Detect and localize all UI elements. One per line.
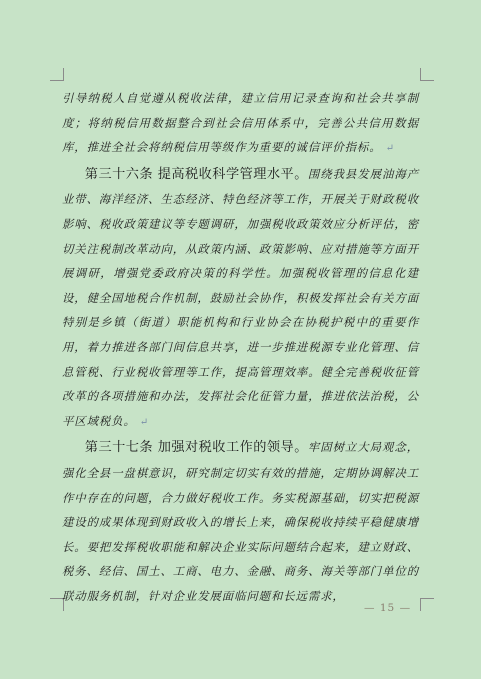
crop-mark-top-left [50,80,64,81]
article-heading: 第三十六条 提高税收科学管理水平。 [84,166,308,182]
return-mark: ↵ [139,416,150,428]
crop-mark-top-right [420,80,434,81]
paragraph-text: 牢固树立大局观念，强化全县一盘棋意识，研究制定切实有效的措施，定期协调解决工作中存在的问题，合力做好税收工作。务实税源基础，切实把税源建设的成果体现到财政收入的增长上来，确保税收持续平稳健康增长。要把发挥税收职能和解决企业实际问题结合起来，建立财政、税务、经信、国土、工商、电力、金融、商务、海关等部门单位的联动服务机制，针对企业发展面临问题和长远需求， [62,440,419,603]
crop-mark-top-right-v [420,68,421,81]
document-body [62,86,419,608]
paragraph-text: 围绕我县发展油海产业带、海洋经济、生态经济、特色经济等工作，开展关于财政税收影响、税收政策建议等专题调研，加强税收政策效应分析评估，密切关注税制改革动向，从政策内涵、政策影响、应对措施等方面开展调研，增强党委政府决策的科学性。加强税收管理的信息化建设，健全国地税合作机制，鼓励社会协作，积极发挥社会有关方面特别是乡镇（街道）职能机构和行业协会在协税护税中的重要作用，着力推进各部门间信息共享，进一步推进税源专业化管理、信息管税、行业税收管理等工作，提高管理效率。健全完善税收征管改革的各项措施和办法，发挥社会化征管力量，推进依法治税，公平区域税负。 [62,166,419,428]
article-heading: 第三十七条 加强对税收工作的领导。 [84,440,308,456]
crop-mark-top-left-v [63,68,64,81]
paragraph-text: 引导纳税人自觉遵从税收法律，建立信用记录查询和社会共享制度；将纳税信用数据整合到社会信用体系中，完善公共信用数据库，推进全社会将纳税信用等级作为重要的诚信评价指标。 [62,91,419,155]
page-footer [364,602,411,614]
paragraph-1 [62,86,419,162]
paragraph-3 [62,435,419,608]
return-mark: ↵ [385,143,395,155]
footer-dash-left: — [364,602,376,614]
crop-mark-bottom-right-v [420,598,421,611]
footer-dash-right: — [399,602,412,614]
paragraph-2 [62,162,419,436]
page-number: 15 [379,602,396,614]
crop-mark-bottom-right [420,598,434,599]
